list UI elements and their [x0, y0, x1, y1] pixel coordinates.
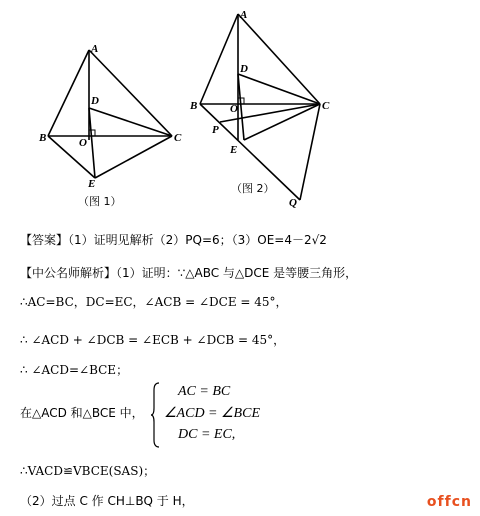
fig1-label-B: B — [39, 132, 47, 144]
fig2-label-P: P — [212, 124, 219, 136]
answer-line: 【答案】（1）证明见解析（2）PQ=6；（3）OE=4－2√2 — [20, 233, 327, 247]
proof-line-6-prefix: 在△ACD 和△BCE 中， — [20, 406, 144, 420]
fig2-label-C: C — [322, 100, 330, 112]
system-eq-2: ∠ACD = ∠BCE — [164, 406, 260, 421]
fig1-label-O: O — [79, 137, 87, 149]
fig2-label-Q: Q — [289, 197, 297, 209]
geometry-figures — [0, 0, 480, 210]
analysis-heading: 【中公名师解析】（1）证明：∵△ABC 与△DCE 是等腰三角形， — [20, 266, 358, 280]
fig1-label-A: A — [91, 43, 99, 55]
figure-2 — [200, 14, 320, 200]
system-brace — [150, 382, 160, 448]
system-eq-3: DC = EC, — [178, 427, 236, 442]
fig1-label-E: E — [88, 178, 96, 190]
fig2-label-D: D — [240, 63, 248, 75]
fig2-label-E: E — [230, 144, 238, 156]
proof-conclusion: ∴VACD≌VBCE(SAS)； — [20, 464, 156, 478]
fig1-label-C: C — [174, 132, 182, 144]
fig1-caption: （图 1） — [78, 195, 122, 208]
offcn-watermark: offcn — [426, 494, 472, 510]
fig1-label-D: D — [91, 95, 99, 107]
part2-line: （2）过点 C 作 CH⊥BQ 于 H， — [20, 494, 194, 508]
system-eq-1: AC = BC — [178, 384, 231, 399]
proof-line-3: ∴AC=BC，DC=EC，∠ACB = ∠DCE = 45°， — [20, 295, 288, 309]
proof-line-4: ∴ ∠ACD + ∠DCB = ∠ECB + ∠DCB = 45°， — [20, 333, 286, 347]
proof-line-5: ∴ ∠ACD=∠BCE； — [20, 363, 129, 377]
fig2-caption: （图 2） — [231, 182, 275, 195]
fig2-label-B: B — [190, 100, 198, 112]
fig2-label-O: O — [230, 103, 238, 115]
figure-1 — [48, 50, 172, 178]
fig2-label-A: A — [240, 9, 248, 21]
